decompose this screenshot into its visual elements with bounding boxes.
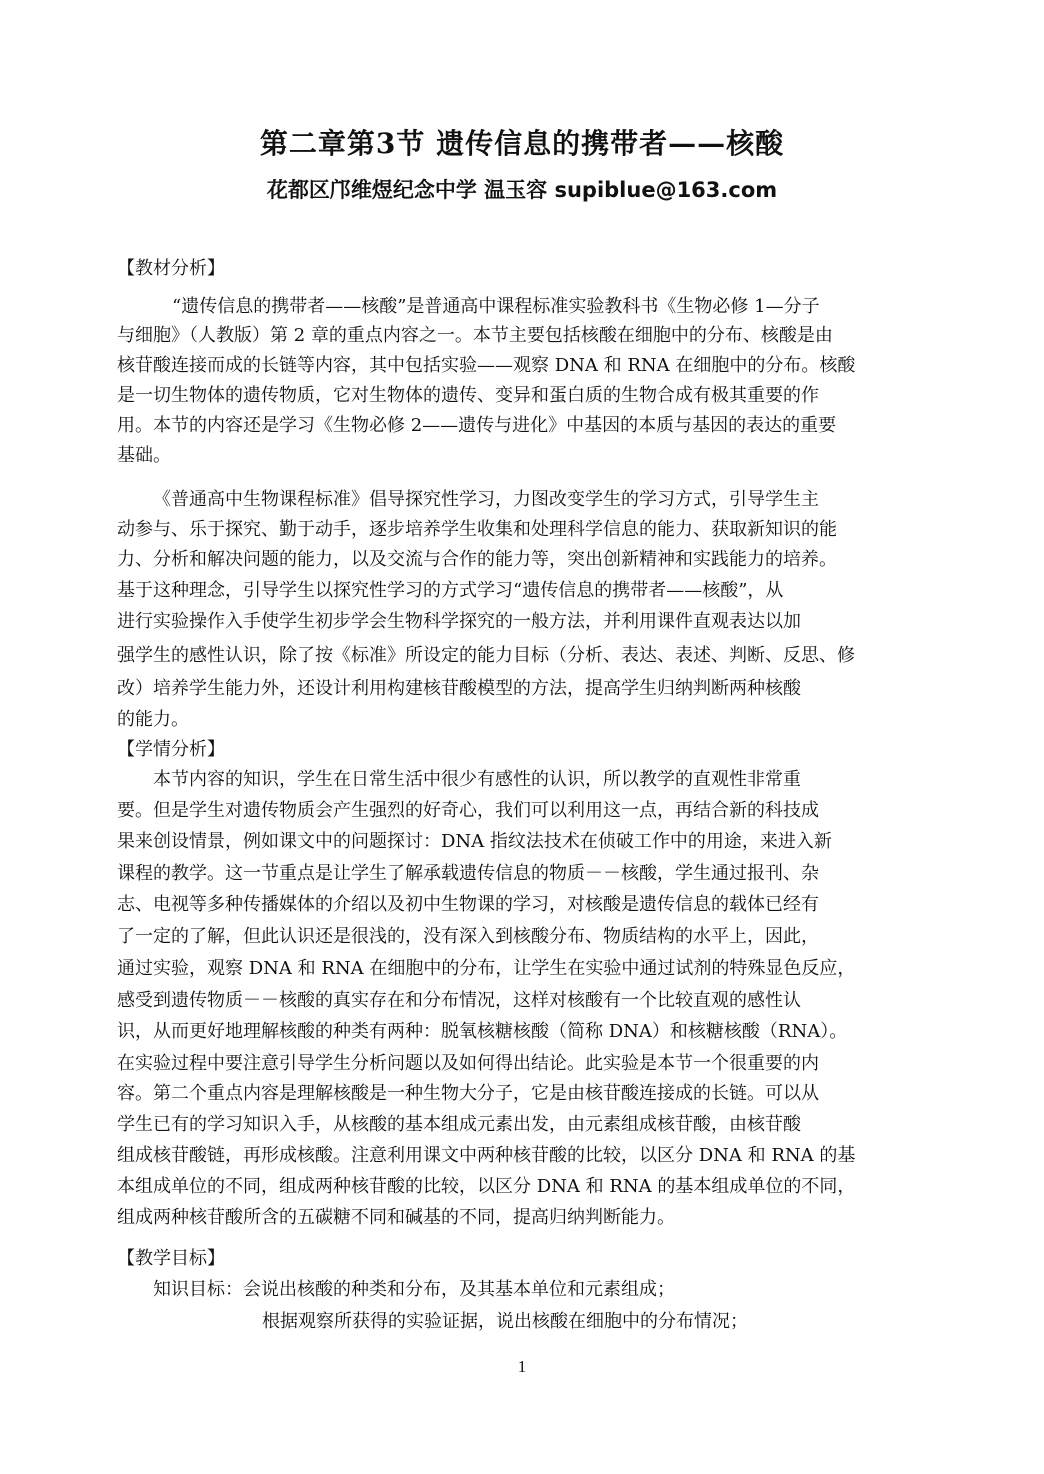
paragraph-line: 志、电视等多种传播媒体的介绍以及初中生物课的学习，对核酸是遗传信息的载体已经有 [117, 894, 819, 915]
paragraph-line: 果来创设情景，例如课文中的问题探讨：DNA 指纹法技术在侦破工作中的用途，来进入新 [117, 831, 832, 852]
paragraph-line: 用。本节的内容还是学习《生物必修 2——遗传与进化》中基因的本质与基因的表达的重要 [117, 415, 837, 436]
paragraph-line: “遗传信息的携带者——核酸”是普通高中课程标准实验教科书《生物必修 1—分子 [172, 296, 820, 317]
paragraph-line: 了一定的了解，但此认识还是很浅的，没有深入到核酸分布、物质结构的水平上，因此， [117, 926, 819, 947]
paragraph-line: 学生已有的学习知识入手，从核酸的基本组成元素出发，由元素组成核苷酸，由核苷酸 [117, 1114, 801, 1135]
paragraph-line: 组成核苷酸链，再形成核酸。注意利用课文中两种核苷酸的比较，以区分 DNA 和 RNA 的基 [117, 1145, 856, 1166]
paragraph-line: 感受到遗传物质－－核酸的真实存在和分布情况，这样对核酸有一个比较直观的感性认 [117, 990, 801, 1011]
paragraph-line: 识，从而更好地理解核酸的种类有两种：脱氧核糖核酸（简称 DNA）和核糖核酸（RNA）。 [117, 1021, 848, 1042]
section-heading: 【学情分析】 [117, 739, 225, 760]
paragraph-line: 要。但是学生对遗传物质会产生强烈的好奇心，我们可以利用这一点，再结合新的科技成 [117, 800, 819, 821]
paragraph-line: 核苷酸连接而成的长链等内容，其中包括实验——观察 DNA 和 RNA 在细胞中的分布。核酸 [117, 355, 856, 376]
paragraph-line: 根据观察所获得的实验证据，说出核酸在细胞中的分布情况； [262, 1311, 748, 1332]
section-heading: 【教学目标】 [117, 1248, 225, 1269]
paragraph-line: 改）培养学生能力外，还设计利用构建核苷酸模型的方法，提高学生归纳判断两种核酸 [117, 678, 801, 699]
paragraph-line: 课程的教学。这一节重点是让学生了解承载遗传信息的物质－－核酸，学生通过报刊、杂 [117, 863, 819, 884]
paragraph-line: 是一切生物体的遗传物质，它对生物体的遗传、变异和蛋白质的生物合成有极其重要的作 [117, 385, 819, 406]
paragraph-line: 与细胞》（人教版）第 2 章的重点内容之一。本节主要包括核酸在细胞中的分布、核酸是由 [117, 325, 833, 346]
paragraph-line: 的能力。 [117, 709, 189, 730]
paragraph-line: 力、分析和解决问题的能力，以及交流与合作的能力等，突出创新精神和实践能力的培养。 [117, 549, 837, 570]
paragraph-line: 动参与、乐于探究、勤于动手，逐步培养学生收集和处理科学信息的能力、获取新知识的能 [117, 519, 837, 540]
paragraph-line: 本组成单位的不同，组成两种核苷酸的比较，以区分 DNA 和 RNA 的基本组成单位的不同， [117, 1176, 856, 1197]
section-heading: 【教材分析】 [117, 258, 225, 279]
paragraph-line: 知识目标：会说出核酸的种类和分布，及其基本单位和元素组成； [153, 1279, 675, 1300]
paragraph-line: 在实验过程中要注意引导学生分析问题以及如何得出结论。此实验是本节一个很重要的内 [117, 1053, 819, 1074]
paragraph-line: 容。第二个重点内容是理解核酸是一种生物大分子，它是由核苷酸连接成的长链。可以从 [117, 1083, 819, 1104]
paragraph-line: 本节内容的知识，学生在日常生活中很少有感性的认识，所以教学的直观性非常重 [153, 769, 801, 790]
paragraph-line: 进行实验操作入手使学生初步学会生物科学探究的一般方法，并利用课件直观表达以加 [117, 611, 801, 632]
paragraph-line: 基于这种理念，引导学生以探究性学习的方式学习“遗传信息的携带者——核酸”，从 [117, 580, 784, 601]
paragraph-line: 强学生的感性认识，除了按《标准》所设定的能力目标（分析、表达、表述、判断、反思、修 [117, 645, 855, 666]
page-number: 1 [517, 1357, 527, 1376]
document-title: 第二章第3节 遗传信息的携带者——核酸 [259, 127, 785, 160]
paragraph-line: 基础。 [117, 445, 171, 466]
paragraph-line: 通过实验，观察 DNA 和 RNA 在细胞中的分布，让学生在实验中通过试剂的特殊显色反应， [117, 958, 856, 979]
paragraph-line: 组成两种核苷酸所含的五碳糖不同和碱基的不同，提高归纳判断能力。 [117, 1207, 675, 1228]
author-line: 花都区邝维煜纪念中学 温玉容 supiblue@163.com [266, 178, 778, 202]
paragraph-line: 《普通高中生物课程标准》倡导探究性学习，力图改变学生的学习方式，引导学生主 [153, 489, 819, 510]
